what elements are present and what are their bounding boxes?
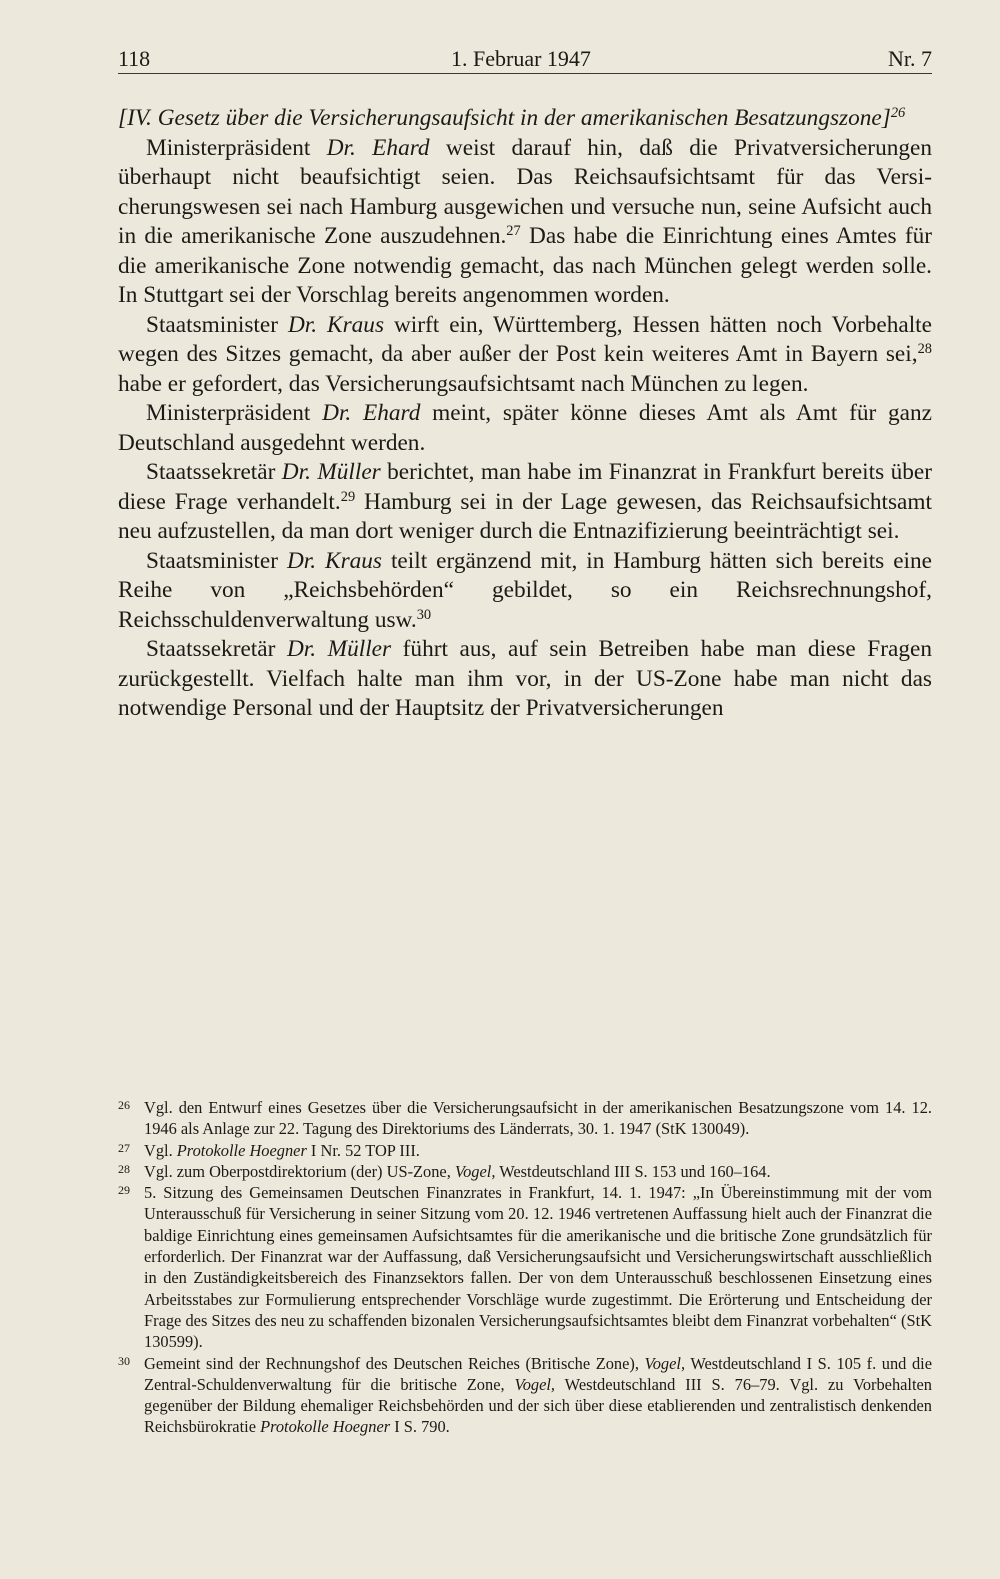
- footnote-number: 30: [118, 1353, 130, 1368]
- footnote-number: 29: [118, 1183, 130, 1198]
- page-number: 118: [118, 46, 151, 71]
- footnote-text: Westdeutschland III S. 76–79. Vgl. zu Vorbehalten gegenüber der Bildung ehemaliger Reichsbehörden und der sich über diese etablierenden und zentralistisch denkenden Reichsbürokratie: [144, 1374, 932, 1437]
- section-heading-text: [IV. Gesetz über die Versicherungsaufsicht in der amerikanischen Besatzungszone]: [118, 105, 891, 131]
- footnote-text: Westdeutschland I S. 105 f. und die Zentral-Schuldenverwaltung für die britische Zone,: [144, 1353, 932, 1394]
- speaker-role: Staatsminister: [146, 547, 287, 574]
- footnote-ref: 28: [917, 341, 932, 358]
- footnote-28: [118, 1161, 932, 1182]
- paragraph-text: führt aus, auf sein Betreiben habe man diese Fragen zurückgestellt. Vielfach halte man ihm vor, in der US-Zone habe man nicht das notwendige Personal und der Hauptsitz der Privatversicherungen: [118, 636, 932, 721]
- paragraph-list: [118, 134, 932, 724]
- footnote-27: [118, 1140, 932, 1161]
- footnote-citation: Vogel,: [514, 1374, 556, 1394]
- paragraph: [118, 399, 932, 458]
- footnote-citation: Vogel,: [454, 1161, 496, 1181]
- section-heading: [118, 104, 932, 134]
- footnote-number: 28: [118, 1161, 130, 1176]
- document-number: Nr. 7: [888, 46, 932, 71]
- footnote-text: Vgl. den Entwurf eines Gesetzes über die Versicherungsaufsicht in der amerikanischen Besatzungszone vom 14. 12. 1946 als Anlage zur 22. Tagung des Direktoriums des Länderrats, 30. 1. 1947 (StK 130049).: [144, 1098, 932, 1139]
- footnote-ref: 27: [506, 223, 521, 240]
- footnotes: [118, 1097, 932, 1438]
- main-text: [118, 104, 932, 724]
- paragraph: [118, 635, 932, 724]
- speaker-name: Dr. Ehard: [326, 134, 430, 161]
- header-date: 1. Februar 1947: [451, 46, 591, 71]
- speaker-name: Dr. Kraus: [287, 311, 385, 338]
- footnote-text: Westdeutschland III S. 153 und 160–164.: [495, 1161, 771, 1181]
- footnote-citation: Vogel,: [644, 1353, 686, 1373]
- footnote-text: I S. 790.: [390, 1417, 450, 1437]
- footnote-number: 27: [118, 1140, 130, 1155]
- footnote-text: Vgl. zum Oberpostdirektorium (der) US-Zone,: [144, 1161, 455, 1181]
- speaker-name: Dr. Müller: [286, 636, 392, 662]
- paragraph-text-continued: habe er gefordert, das Versicherungsaufsichtsamt nach München zu legen.: [118, 370, 809, 397]
- paragraph-text: teilt ergänzend mit, in Hamburg hätten sich bereits eine Reihe von „Reichsbehörden“ gebildet, so ein Reichsrechnungshof, Reichsschuldenverwaltung usw.: [118, 547, 932, 633]
- paragraph: [118, 547, 932, 636]
- paragraph-text: meint, später könne dieses Amt als Amt für ganz Deutschland ausgedehnt werden.: [118, 400, 932, 456]
- footnote-text: I Nr. 52 TOP III.: [306, 1140, 420, 1160]
- footnote-30: [118, 1353, 932, 1438]
- footnote-number: 26: [118, 1098, 130, 1112]
- speaker-name: Dr. Kraus: [286, 547, 383, 574]
- header-rule: [118, 73, 932, 74]
- speaker-name: Dr. Ehard: [322, 400, 421, 426]
- footnote-text: Gemeint sind der Rechnungshof des Deutschen Reiches (Britische Zone),: [144, 1353, 645, 1373]
- paragraph-text: weist darauf hin, daß die Privatversicherungen überhaupt nicht beaufsichtigt seien. Das Reichsaufsichtsamt für das Versicherungswesen sei nach Hamburg ausgewichen und versuche nun, seine Aufsicht auch in die amerikanische Zone auszudehnen.: [118, 134, 933, 249]
- paragraph-text: berichtet, man habe im Finanzrat in Frankfurt bereits über diese Frage verhandelt.: [118, 459, 932, 515]
- speaker-name: Dr. Müller: [281, 459, 381, 485]
- footnote-ref: 30: [416, 606, 432, 623]
- speaker-role: Staatsminister: [146, 311, 288, 338]
- footnote-citation: Protokolle Hoegner: [176, 1140, 307, 1160]
- footnote-ref-26: 26: [890, 105, 906, 122]
- speaker-role: Staatssekretär: [146, 459, 282, 485]
- speaker-role: Ministerpräsident: [146, 134, 327, 161]
- paragraph: [118, 458, 932, 547]
- speaker-role: Staatssekretär: [146, 636, 287, 662]
- paragraph-text-continued: Das habe die Einrichtung eines Amtes für die amerikanische Zone notwendig gemacht, das nach München gelegt werden solle. In Stuttgart sei der Vorschlag bereits angenommen worden.: [118, 223, 932, 308]
- paragraph-text-continued: Hamburg sei in der Lage gewesen, das Reichsaufsichtsamt neu aufzustellen, da man dort weniger durch die Entnazifizierung beeinträchtigt sei.: [118, 488, 932, 544]
- footnote-citation: Protokolle Hoegner: [260, 1417, 391, 1437]
- running-header: [118, 44, 932, 80]
- footnote-29: [118, 1182, 932, 1352]
- paragraph: [118, 134, 932, 311]
- footnote-text: Vgl.: [144, 1140, 177, 1160]
- footnote-26: [118, 1097, 932, 1140]
- footnote-text: 5. Sitzung des Gemeinsamen Deutschen Finanzrates in Frankfurt, 14. 1. 1947: „In Übereinstimmung mit der vom Unterausschuß für Versicherung in seiner Sitzung vom 20. 12. 1946 vertretenen Auffassung hielt auch der Finanzrat die baldige Einrichtung eines gemeinsamen Aufsichtsamtes für die amerikanische und die britische Zone grundsätzlich für erforderlich. Der Finanzrat war der Auffassung, daß Versicherungsaufsicht und Versicherungswirtschaft ausschließlich in den Zuständigkeitsbereich des Finanzsektors fallen. Der von dem Unterausschuß beschlossenen Einsetzung eines Arbeitsstabes zur Formulierung entsprechender Vorschläge wurde zugestimmt. Die Erörterung und Entscheidung der Frage des Sitzes des neu zu schaffenden bizonalen Versicherungsaufsichtsamtes bleibt dem Finanzrat vorbehalten“ (StK 130599).: [144, 1183, 932, 1352]
- speaker-role: Ministerpräsident: [146, 400, 323, 426]
- paragraph: [118, 311, 932, 400]
- paragraph-text: wirft ein, Württemberg, Hessen hätten noch Vorbehalte wegen des Sitzes gemacht, da aber außer der Post kein weiteres Amt in Bayern sei,: [118, 311, 932, 367]
- footnote-ref: 29: [340, 488, 356, 505]
